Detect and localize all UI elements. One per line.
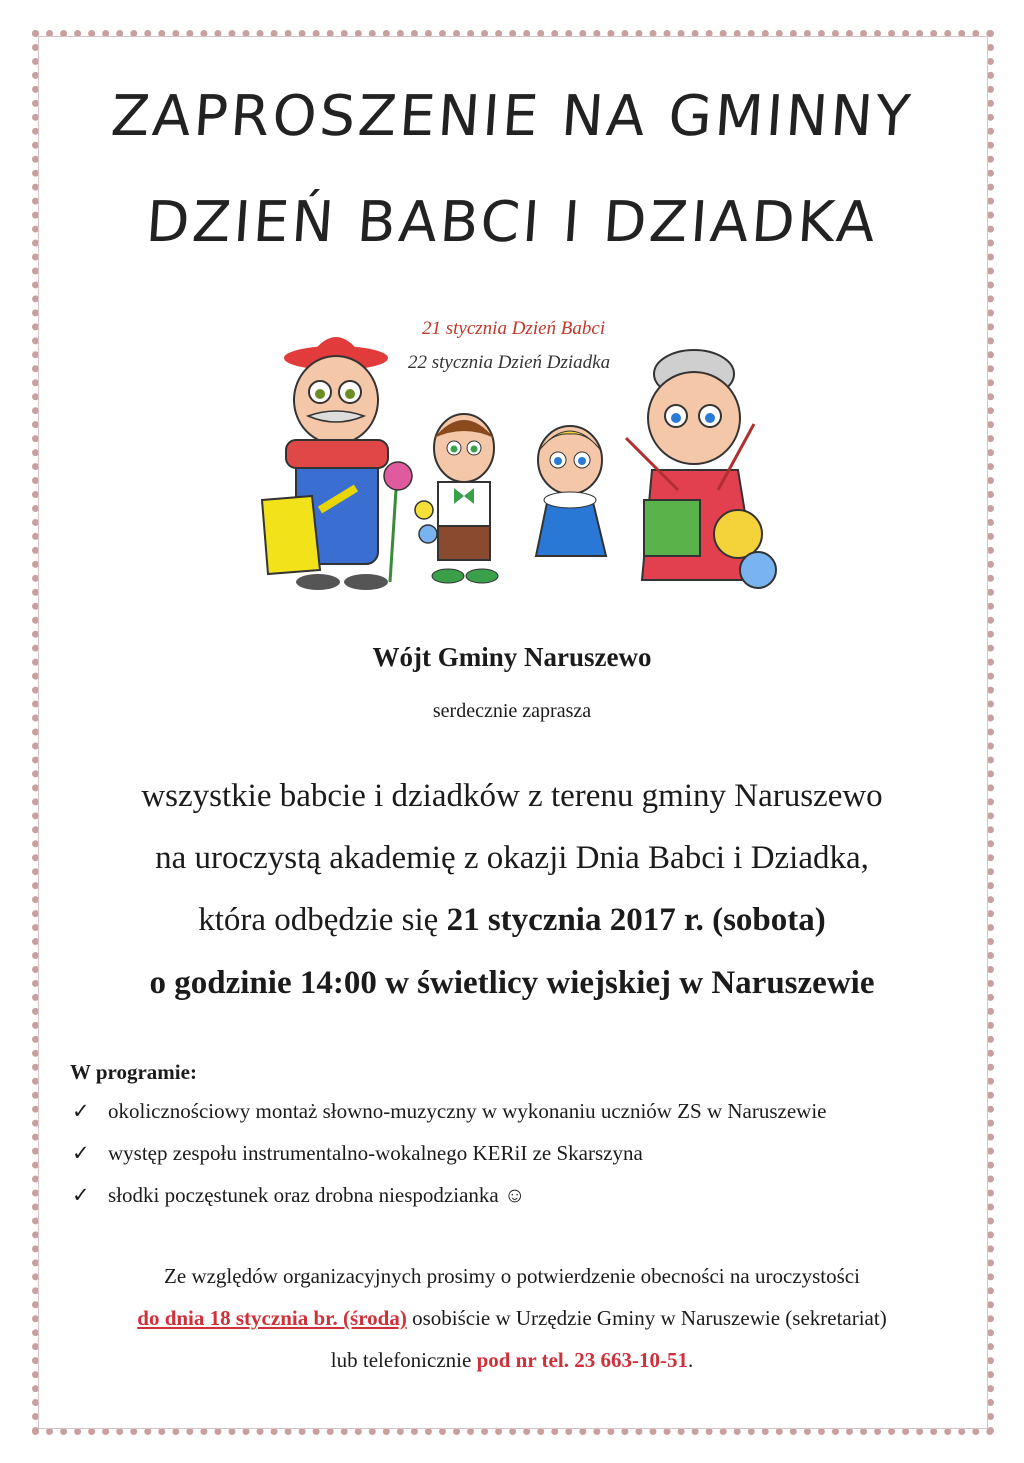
invitation-title-line-1: ZAPROSZENIE NA GMINNY (108, 84, 916, 149)
flowers (384, 462, 437, 582)
program-list (72, 1094, 827, 1220)
rsvp-notice-line-3 (0, 1348, 1024, 1373)
rsvp-notice-line-2 (0, 1306, 1024, 1331)
program-item (72, 1094, 827, 1136)
event-date-prefix: która odbędzie się (198, 902, 447, 938)
rsvp-phone-suffix: . (687, 1348, 694, 1372)
boy-figure (432, 414, 498, 583)
program-item (72, 1178, 827, 1220)
checkmark-icon: ✓ (72, 1141, 90, 1165)
program-item-text: słodki poczęstunek oraz drobna niespodzianka ☺ (108, 1183, 526, 1207)
grandfather-day-date: 22 stycznia Dzień Dziadka (408, 352, 611, 373)
program-item (72, 1136, 827, 1178)
checkmark-icon: ✓ (72, 1099, 90, 1123)
event-time-location: o godzinie 14:00 w świetlicy wiejskiej w Naruszewie (149, 965, 875, 1001)
invites-text: serdecznie zaprasza (432, 700, 592, 722)
grandmother-figure (626, 350, 776, 588)
program-item-text: występ zespołu instrumentalno-wokalnego KERiI ze Skarszyna (108, 1141, 643, 1165)
event-date: 21 stycznia 2017 r. (sobota) (446, 902, 826, 938)
rsvp-phone-number: pod nr tel. 23 663-10-51 (476, 1348, 688, 1372)
rsvp-location: osobiście w Urzędzie Gminy w Naruszewie (sekretariat) (406, 1306, 887, 1330)
organizer-name: Wójt Gminy Naruszewo (372, 642, 652, 672)
grandmother-day-date: 21 stycznia Dzień Babci (422, 318, 606, 339)
program-item-text: okolicznościowy montaż słowno-muzyczny w wykonaniu uczniów ZS w Naruszewie (108, 1099, 827, 1123)
program-heading: W programie: (70, 1060, 197, 1084)
invitation-body-line-3 (0, 902, 1024, 939)
checkmark-icon: ✓ (72, 1183, 90, 1207)
rsvp-notice-line-1: Ze względów organizacyjnych prosimy o potwierdzenie obecności na uroczystości (164, 1264, 860, 1288)
invitation-body-line-1: wszystkie babcie i dziadków z terenu gminy Naruszewo (141, 778, 883, 814)
girl-figure (536, 426, 606, 556)
grandfather-figure (262, 337, 388, 590)
invitation-title-line-2: DZIEŃ BABCI I DZIADKA (143, 190, 880, 255)
invitation-body-line-2: na uroczystą akademię z okazji Dnia Babci i Dziadka, (155, 840, 869, 876)
rsvp-phone-prefix: lub telefonicznie (330, 1348, 477, 1372)
rsvp-deadline: do dnia 18 stycznia br. (środa) (137, 1306, 407, 1330)
